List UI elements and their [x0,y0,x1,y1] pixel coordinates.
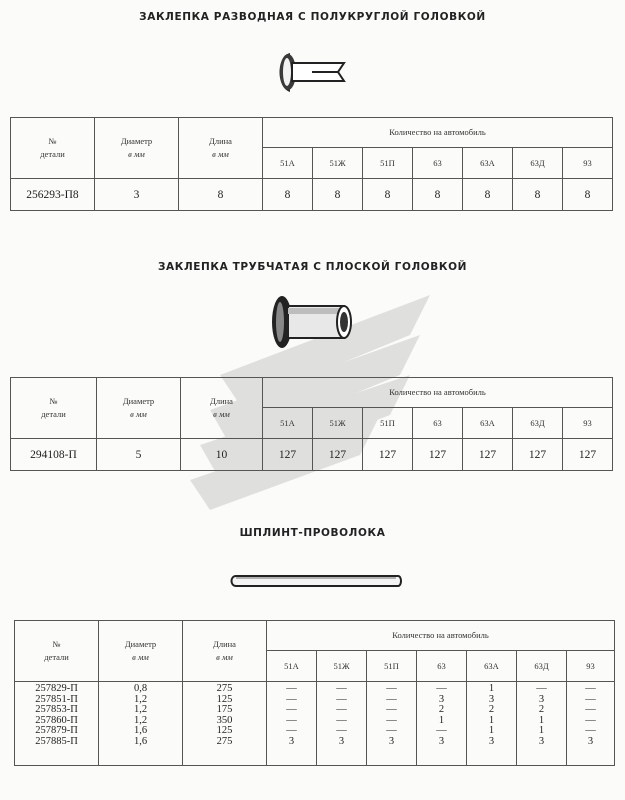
cotter-wire-icon [228,572,404,590]
header-diameter: Диаметр в мм [95,118,179,179]
parts-table-split-rivet [10,117,613,211]
tubular-rivet-icon [268,294,358,350]
qty-value: 1 [488,714,495,726]
part-number: 257879-П [35,725,78,737]
length-value: 275 [216,683,233,694]
header-part-no: № детали [15,621,99,682]
header-model: 63Д [513,408,563,439]
header-length: Длина в мм [183,621,267,682]
qty-value: 2 [488,704,495,716]
qty-value: 8 [563,179,613,211]
qty-value: — [336,725,347,737]
header-part-no: № детали [11,118,95,179]
diameter-value: 1,2 [133,693,148,705]
header-model: 51Ж [313,408,363,439]
qty-value: 127 [463,439,513,471]
qty-value: — [336,683,347,694]
header-model: 93 [563,408,613,439]
header-model: 63 [413,408,463,439]
qty-value: 1 [488,725,495,737]
qty-value: — [585,725,596,737]
qty-value: — [286,693,297,705]
table-row-group [15,682,615,766]
qty-column-63d [517,682,567,766]
header-model: 93 [563,148,613,179]
qty-value: — [536,683,547,694]
qty-value: 8 [513,179,563,211]
header-model: 51П [363,408,413,439]
qty-value: 127 [313,439,363,471]
header-model: 51А [263,148,313,179]
header-model: 51П [367,651,417,682]
qty-value: — [286,683,297,694]
qty-value: 127 [363,439,413,471]
table-row [11,179,613,211]
parts-table-cotter-wire [14,620,615,766]
qty-column-51a [267,682,317,766]
header-model: 63 [413,148,463,179]
qty-value: 127 [513,439,563,471]
section-title-tubular-rivet: ЗАКЛЕПКА ТРУБЧАТАЯ С ПЛОСКОЙ ГОЛОВКОЙ [157,261,468,273]
qty-column-93 [567,682,615,766]
diameter-value: 5 [97,439,181,471]
header-diameter: Диаметр в мм [99,621,183,682]
header-model: 63 [417,651,467,682]
qty-value: — [436,725,447,737]
qty-value: — [386,725,397,737]
length-value: 350 [216,714,233,726]
qty-value: — [585,683,596,694]
qty-value: — [585,693,596,705]
header-model: 63А [463,148,513,179]
qty-value: 8 [363,179,413,211]
qty-value: 3 [388,735,395,747]
header-length: Длина в мм [181,378,263,439]
header-model: 63Д [513,148,563,179]
split-rivet-icon [272,50,352,96]
part-number-column [15,682,99,766]
header-model: 63А [463,408,513,439]
header-part-no: № детали [11,378,97,439]
qty-value: 8 [413,179,463,211]
header-model: 93 [567,651,615,682]
table-row [11,439,613,471]
qty-value: — [286,704,297,716]
qty-value: 1 [538,725,545,737]
qty-value: 3 [338,735,345,747]
diameter-value: 1,6 [133,735,148,747]
diameter-value: 1,6 [133,725,148,737]
qty-value: — [436,683,447,694]
qty-value: 3 [538,735,545,747]
qty-value: 3 [438,693,445,705]
section-title-cotter-wire: ШПЛИНТ-ПРОВОЛОКА [239,527,386,539]
qty-value: — [336,714,347,726]
qty-value: 2 [438,704,445,716]
header-diameter: Диаметр в мм [97,378,181,439]
qty-value: 8 [463,179,513,211]
header-model: 63Д [517,651,567,682]
qty-column-51zh [317,682,367,766]
header-model: 51А [263,408,313,439]
diameter-value: 3 [95,179,179,211]
part-number: 257851-П [35,693,78,705]
length-value: 125 [216,725,233,737]
qty-column-63a [467,682,517,766]
length-value: 10 [181,439,263,471]
qty-value: — [386,714,397,726]
qty-value: 3 [488,735,495,747]
header-model: 51П [363,148,413,179]
length-column [183,682,267,766]
qty-value: — [336,704,347,716]
qty-value: — [585,714,596,726]
length-value: 275 [216,735,233,747]
qty-value: — [286,714,297,726]
qty-value: 2 [538,704,545,716]
header-model: 51А [267,651,317,682]
qty-value: 3 [587,735,594,747]
qty-value: 127 [263,439,313,471]
diameter-value: 1,2 [133,714,148,726]
qty-value: 1 [488,683,495,694]
qty-value: 8 [263,179,313,211]
header-qty: Количество на автомобиль [263,378,613,408]
qty-value: — [386,683,397,694]
qty-value: 3 [538,693,545,705]
part-number: 257829-П [35,683,78,694]
diameter-value: 1,2 [133,704,148,716]
parts-table-tubular-rivet [10,377,613,471]
header-qty: Количество на автомобиль [263,118,613,148]
qty-column-51p [367,682,417,766]
qty-value: — [336,693,347,705]
qty-value: — [585,704,596,716]
qty-value: 127 [563,439,613,471]
qty-value: 127 [413,439,463,471]
length-value: 8 [179,179,263,211]
qty-value: 8 [313,179,363,211]
qty-column-63 [417,682,467,766]
part-number: 257885-П [35,735,78,747]
qty-value: 1 [538,714,545,726]
part-number: 294108-П [11,439,97,471]
length-value: 125 [216,693,233,705]
qty-value: 3 [288,735,295,747]
qty-value: 3 [488,693,495,705]
qty-value: — [286,725,297,737]
part-number: 256293-П8 [11,179,95,211]
header-model: 63А [467,651,517,682]
part-number: 257860-П [35,714,78,726]
diameter-column [99,682,183,766]
qty-value: — [386,704,397,716]
header-model: 51Ж [317,651,367,682]
qty-value: 1 [438,714,445,726]
qty-value: — [386,693,397,705]
header-model: 51Ж [313,148,363,179]
header-qty: Количество на автомобиль [267,621,615,651]
diameter-value: 0,8 [133,683,148,694]
header-length: Длина в мм [179,118,263,179]
section-title-split-rivet: ЗАКЛЕПКА РАЗВОДНАЯ С ПОЛУКРУГЛОЙ ГОЛОВКОЙ [139,11,486,23]
qty-value: 3 [438,735,445,747]
length-value: 175 [216,704,233,716]
part-number: 257853-П [35,704,78,716]
